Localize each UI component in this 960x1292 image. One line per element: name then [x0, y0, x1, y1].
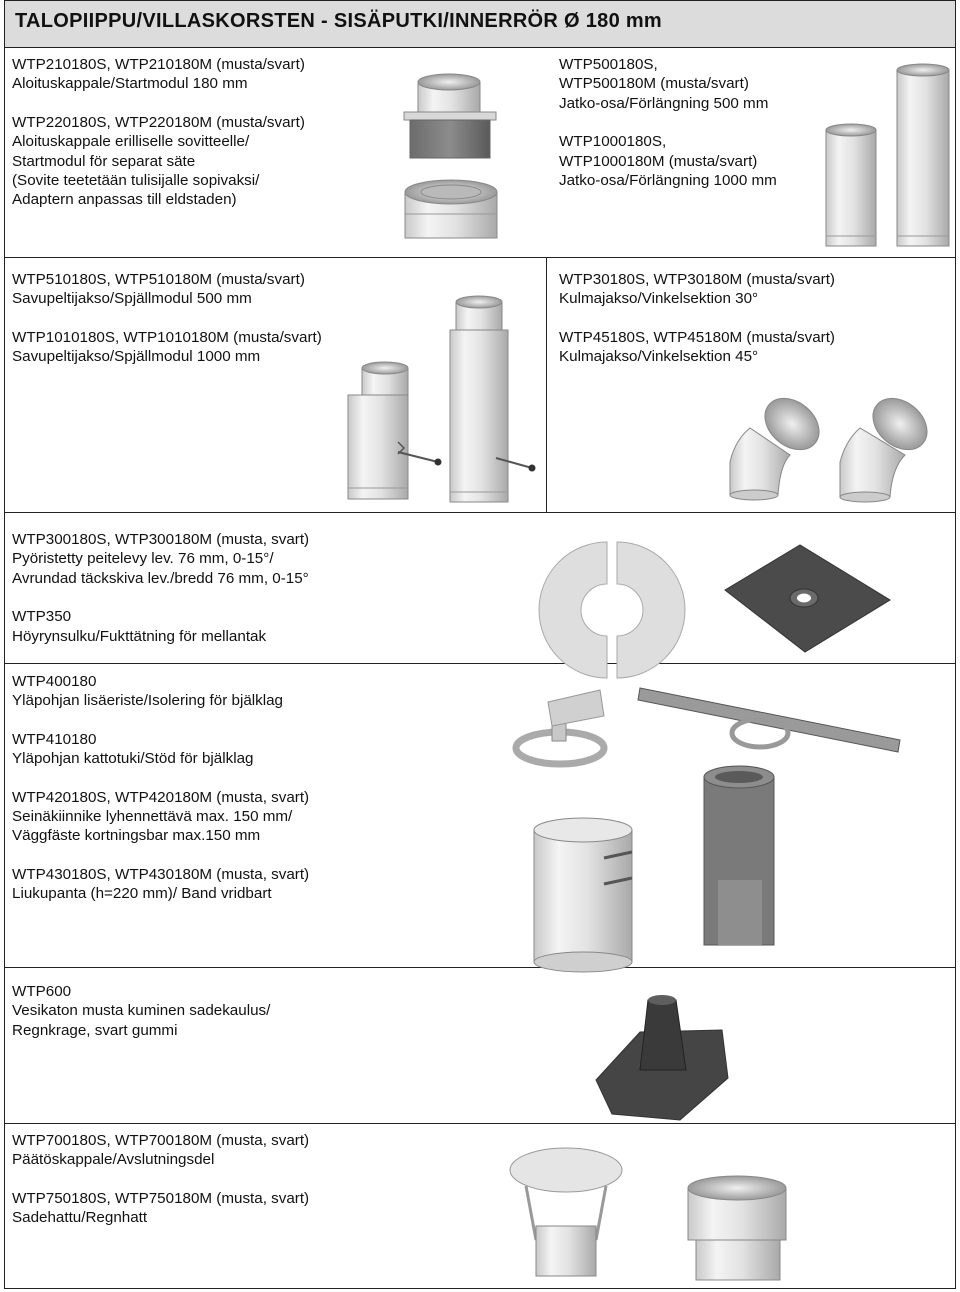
text-line: (Sovite teetetään tulisijalle sopivaksi/ [12, 171, 260, 189]
text-line: WTP1000180S, [559, 133, 667, 151]
text-line: Jatko-osa/Förlängning 1000 mm [559, 171, 777, 189]
start-module-image [404, 74, 496, 158]
elbow-30-image [730, 388, 829, 500]
text-line: WTP1000180M (musta/svart) [559, 152, 758, 170]
text-line: Savupeltijakso/Spjällmodul 500 mm [12, 290, 252, 308]
cover-plate-image [539, 542, 685, 678]
wall-bracket-image [516, 690, 604, 764]
vapor-barrier-image [725, 545, 890, 652]
text-line: Höyrynsulku/Fukttätning för mellantak [12, 627, 267, 645]
extension-500-image [826, 124, 876, 246]
text-line: Väggfäste kortningsbar max.150 mm [12, 827, 261, 845]
text-line: WTP220180S, WTP220180M (musta/svart) [12, 113, 305, 131]
text-line: Savupeltijakso/Spjällmodul 1000 mm [12, 348, 261, 366]
text-line: Kulmajakso/Vinkelsektion 30° [559, 290, 759, 308]
text-line: Regnkrage, svart gummi [12, 1021, 178, 1039]
text-line: WTP510180S, WTP510180M (musta/svart) [12, 271, 305, 288]
text-line: WTP400180 [12, 673, 97, 690]
text-line: WTP500180M (musta/svart) [559, 75, 749, 93]
text-line: Vesikaton musta kuminen sadekaulus/ [12, 1002, 271, 1020]
text-line: Avrundad täckskiva lev./bredd 76 mm, 0-15° [12, 569, 309, 587]
text-line: Kulmajakso/Vinkelsektion 45° [559, 348, 759, 366]
end-piece-image [688, 1176, 786, 1280]
start-module-separate-image [405, 180, 497, 238]
text-line: WTP210180S, WTP210180M (musta/svart) [12, 56, 305, 73]
text-line: WTP750180S, WTP750180M (musta, svart) [12, 1189, 310, 1207]
text-line: WTP700180S, WTP700180M (musta, svart) [12, 1132, 310, 1149]
rain-collar-image [596, 995, 728, 1120]
damper-module-1000-image [450, 296, 536, 502]
extension-1000-image [897, 64, 949, 246]
text-line: WTP30180S, WTP30180M (musta/svart) [559, 271, 835, 288]
text-line: Päätöskappale/Avslutningsdel [12, 1151, 215, 1169]
text-line: Adaptern anpassas till eldstaden) [12, 191, 237, 209]
text-line: WTP410180 [12, 730, 97, 748]
text-line: Aloituskappale/Startmodul 180 mm [12, 75, 248, 93]
text-line: Pyöristetty peitelevy lev. 76 mm, 0-15°/ [12, 550, 274, 568]
damper-module-500-image [348, 362, 442, 499]
roof-support-image [638, 688, 900, 752]
text-line: Jatko-osa/Förlängning 500 mm [559, 94, 769, 112]
text-line: Yläpohjan kattotuki/Stöd för bjälklag [12, 750, 254, 768]
text-line: Yläpohjan lisäeriste/Isolering för bjälklag [12, 692, 283, 710]
text-line: Seinäkiinnike lyhennettävä max. 150 mm/ [12, 808, 293, 826]
text-line: WTP1010180S, WTP1010180M (musta/svart) [12, 328, 322, 346]
text-line: WTP45180S, WTP45180M (musta/svart) [559, 328, 835, 346]
text-line: WTP300180S, WTP300180M (musta, svart) [12, 531, 310, 548]
text-line: WTP430180S, WTP430180M (musta, svart) [12, 866, 310, 883]
text-line: WTP420180S, WTP420180M (musta, svart) [12, 788, 310, 806]
text-line: Startmodul för separat säte [12, 152, 196, 170]
insulation-sleeve-image [704, 766, 774, 945]
text-line: WTP350 [12, 608, 72, 626]
page-title: TALOPIIPPU/VILLASKORSTEN - SISÄPUTKI/INNERRÖR Ø 180 mm [15, 10, 663, 32]
elbow-45-image [840, 388, 937, 502]
sliding-band-image [534, 818, 632, 972]
text-line: WTP500180S, [559, 56, 658, 73]
text-line: WTP600 [12, 983, 72, 1000]
rain-cap-image [510, 1148, 622, 1276]
text-line: Aloituskappale erilliselle sovitteelle/ [12, 133, 250, 151]
text-line: Liukupanta (h=220 mm)/ Band vridbart [12, 885, 272, 903]
text-line: Sadehattu/Regnhatt [12, 1209, 148, 1227]
